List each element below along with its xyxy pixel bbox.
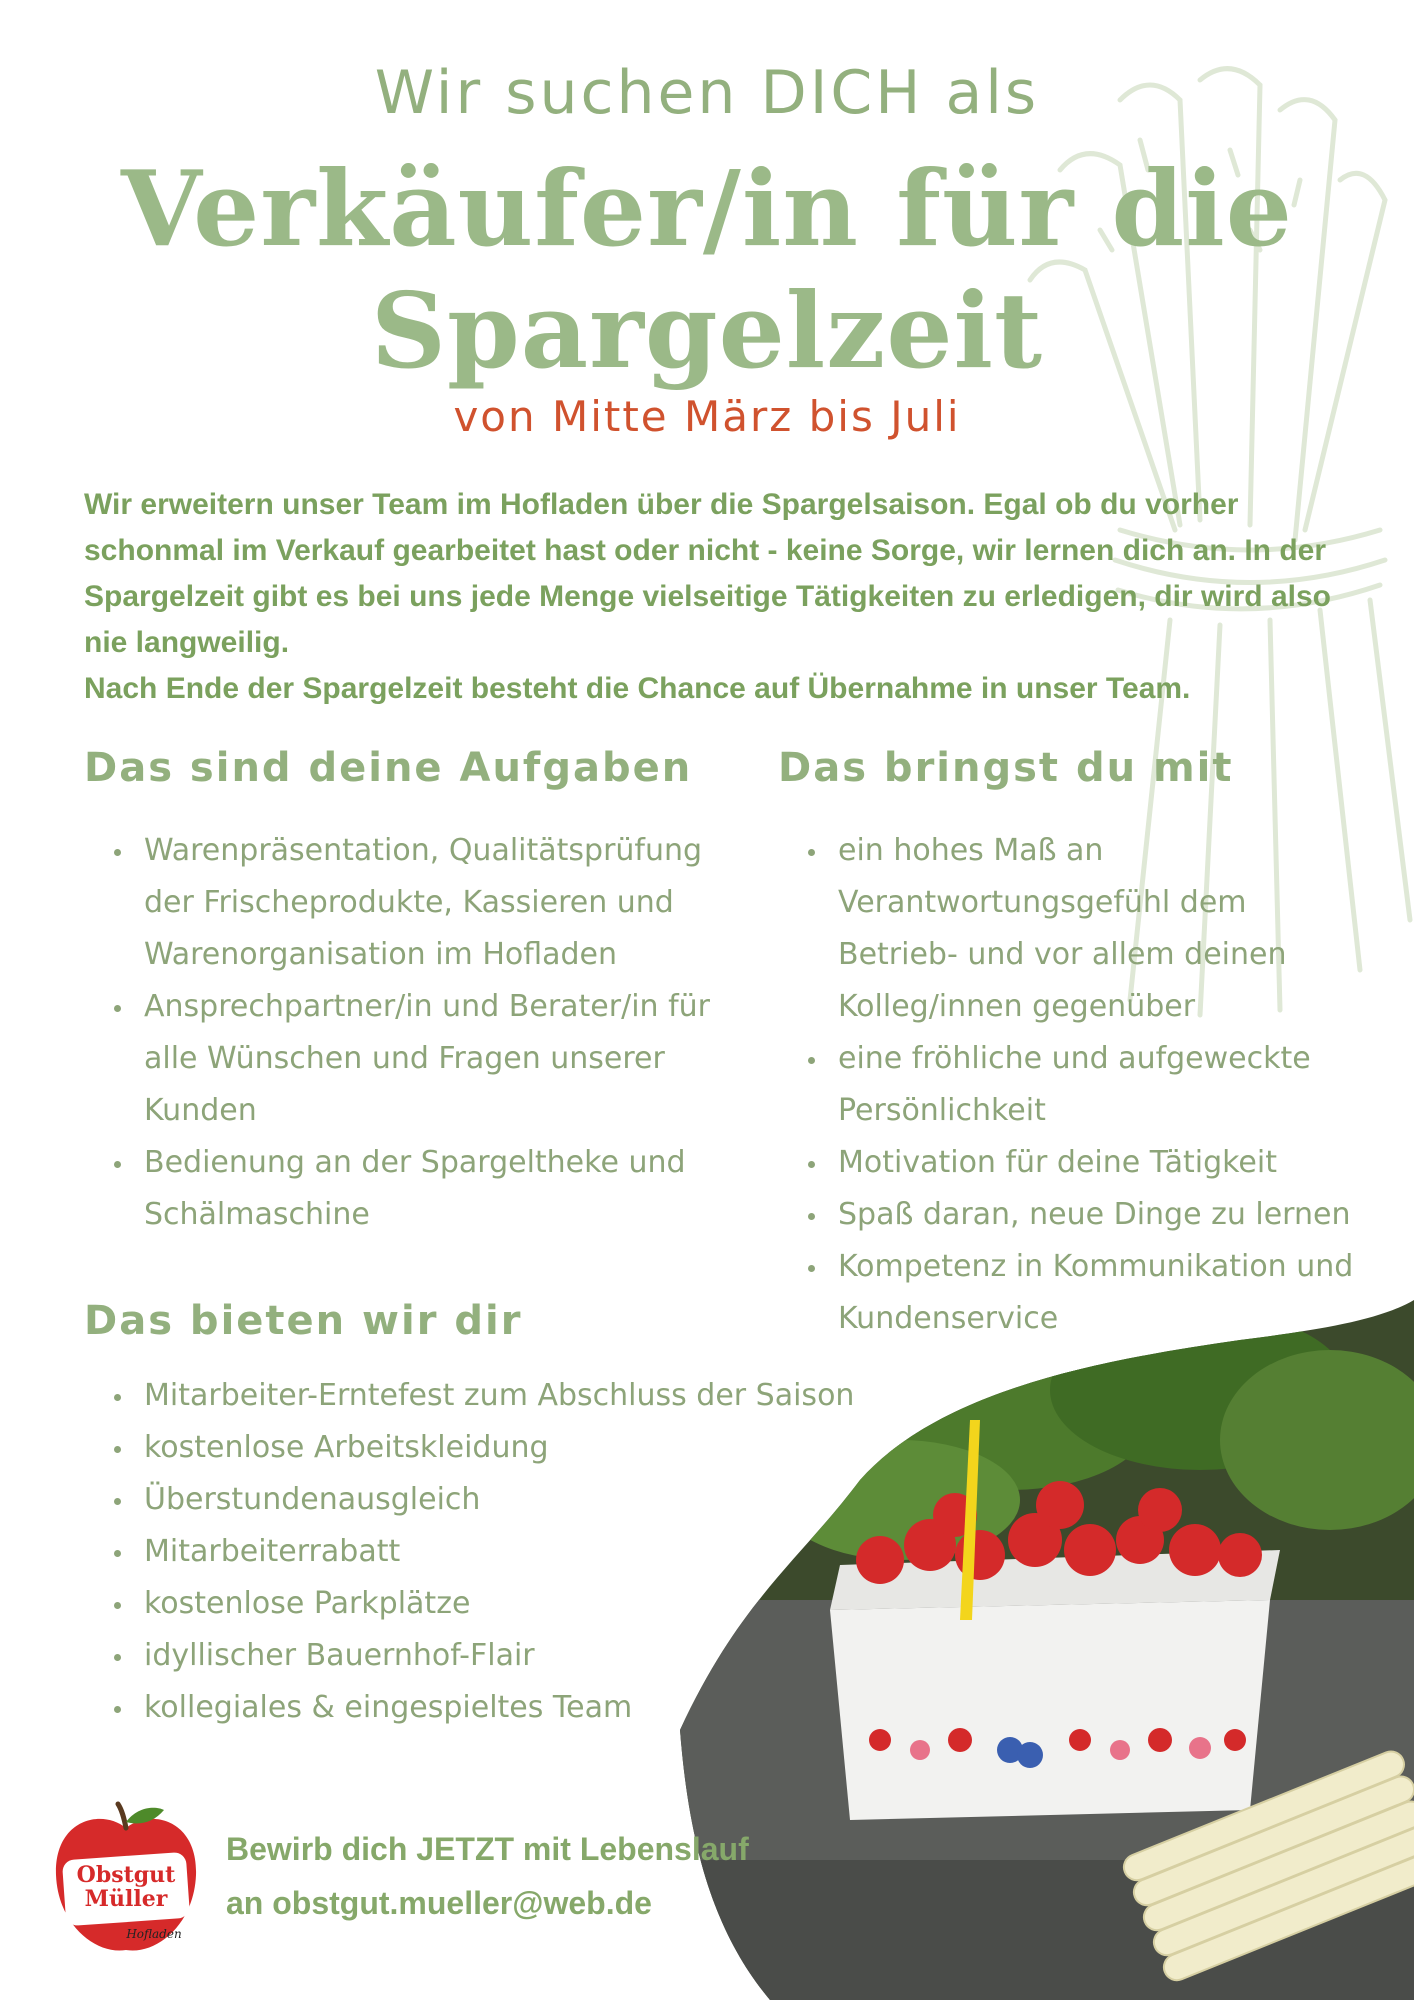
list-item: Mitarbeiter-Erntefest zum Abschluss der Saison	[84, 1370, 904, 1422]
call-to-action	[226, 1822, 926, 1930]
intro-text	[84, 482, 1344, 712]
logo-line-2: Müller	[84, 1886, 168, 1912]
list-item: kostenlose Parkplätze	[84, 1578, 904, 1630]
tasks-list	[84, 825, 724, 1241]
list-item: Ansprechpartner/in und Berater/in für alle Wünschen und Fragen unserer Kunden	[84, 981, 724, 1137]
list-item: ein hohes Maß an Verantwortungsgefühl dem Betrieb- und vor allem deinen Kolleg/innen gegenüber	[778, 825, 1358, 1033]
title-line-2: Spargelzeit	[370, 269, 1044, 392]
list-item: Bedienung an der Spargeltheke und Schälmaschine	[84, 1137, 724, 1241]
intro-paragraph-2: Nach Ende der Spargelzeit besteht die Chance auf Übernahme in unser Team.	[84, 672, 1191, 705]
obstgut-mueller-logo	[46, 1800, 206, 1960]
list-item: Spaß daran, neue Dinge zu lernen	[778, 1189, 1358, 1241]
cta-line-1: Bewirb dich JETZT mit Lebenslauf	[226, 1831, 749, 1867]
requirements-section	[778, 745, 1358, 1345]
period-subtitle: von Mitte März bis Juli	[453, 392, 961, 441]
list-item: kollegiales & eingespieltes Team	[84, 1682, 904, 1734]
requirements-heading: Das bringst du mit	[778, 745, 1234, 791]
list-item: idyllischer Bauernhof-Flair	[84, 1630, 904, 1682]
list-item: kostenlose Arbeitskleidung	[84, 1422, 904, 1474]
tasks-heading: Das sind deine Aufgaben	[84, 745, 693, 791]
list-item: Überstundenausgleich	[84, 1474, 904, 1526]
list-item: Motivation für deine Tätigkeit	[778, 1137, 1358, 1189]
page-title	[0, 148, 1414, 392]
title-line-1: Verkäufer/in für die	[121, 147, 1293, 270]
logo-line-3: Hofladen	[126, 1927, 182, 1941]
list-item: Warenpräsentation, Qualitätsprüfung der Frischeprodukte, Kassieren und Warenorganisation im Hofladen	[84, 825, 724, 981]
offer-heading: Das bieten wir dir	[84, 1298, 523, 1344]
intro-paragraph-1: Wir erweitern unser Team im Hofladen über die Spargelsaison. Egal ob du vorher schonmal im Verkauf gearbeitet hast oder nicht - keine Sorge, wir lernen dich an. In der Spargelzeit gibt es bei uns jede Menge vielseitige Tätigkeiten zu erledigen, dir wird also nie langweilig.	[84, 488, 1331, 659]
offer-section	[84, 1298, 904, 1734]
tasks-section	[84, 745, 724, 1241]
list-item: Kompetenz in Kommunikation und Kundenservice	[778, 1241, 1358, 1345]
offer-list	[84, 1370, 904, 1734]
list-item: eine fröhliche und aufgeweckte Persönlichkeit	[778, 1033, 1358, 1137]
list-item: Mitarbeiterrabatt	[84, 1526, 904, 1578]
requirements-list	[778, 825, 1358, 1345]
cta-email[interactable]: an obstgut.mueller@web.de	[226, 1885, 652, 1921]
logo-line-1: Obstgut	[76, 1862, 176, 1888]
intro-line: Wir suchen DICH als	[374, 58, 1040, 128]
